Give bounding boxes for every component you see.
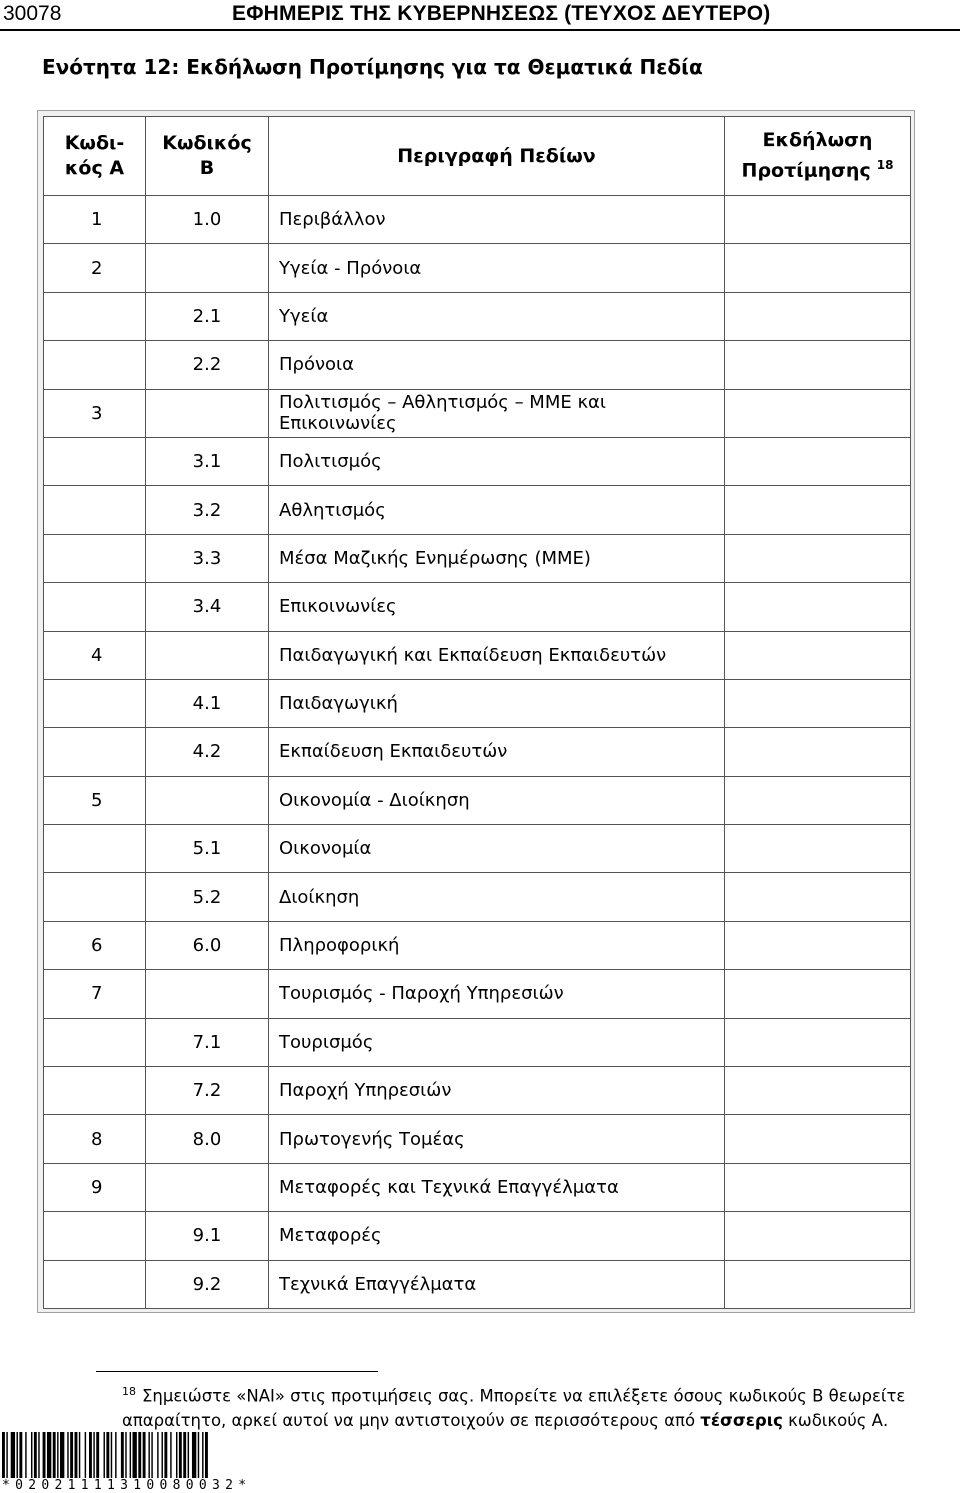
header-code-a: Κωδι- κός Α — [44, 117, 146, 196]
table-row — [44, 631, 911, 679]
preference-cell[interactable] — [725, 196, 911, 244]
code-b-cell: 6.0 — [146, 921, 269, 969]
table-row — [44, 292, 911, 340]
footnote-bold-text: τέσσερις — [700, 1410, 783, 1430]
description-cell: Μέσα Μαζικής Ενημέρωσης (ΜΜΕ) — [269, 534, 725, 582]
preference-cell[interactable] — [725, 679, 911, 727]
footnote-text-end: κωδικούς Α. — [782, 1410, 889, 1430]
code-b-cell: 4.2 — [146, 728, 269, 776]
preference-cell[interactable] — [725, 921, 911, 969]
description-cell: Πολιτισμός — [269, 437, 725, 485]
code-a-cell: 8 — [44, 1115, 146, 1163]
code-b-cell — [146, 776, 269, 824]
code-b-cell: 4.1 — [146, 679, 269, 727]
journal-title: ΕΦΗΜΕΡΙΣ ΤΗΣ ΚΥΒΕΡΝΗΣΕΩΣ (ΤΕΥΧΟΣ ΔΕΥΤΕΡΟ) — [232, 2, 771, 25]
description-cell: Διοίκηση — [269, 873, 725, 921]
code-a-cell — [44, 1018, 146, 1066]
description-cell: Πρωτογενής Τομέας — [269, 1115, 725, 1163]
code-a-cell — [44, 583, 146, 631]
code-a-cell — [44, 292, 146, 340]
table-row — [44, 1163, 911, 1211]
table-row — [44, 534, 911, 582]
preference-cell[interactable] — [725, 970, 911, 1018]
description-cell: Περιβάλλον — [269, 196, 725, 244]
preference-cell[interactable] — [725, 1067, 911, 1115]
preference-cell[interactable] — [725, 1212, 911, 1260]
description-cell: Μεταφορές — [269, 1212, 725, 1260]
code-b-cell — [146, 389, 269, 437]
table-header-row — [44, 117, 911, 196]
code-b-cell — [146, 244, 269, 292]
preference-cell[interactable] — [725, 486, 911, 534]
table-row — [44, 728, 911, 776]
description-cell: Πολιτισμός – Αθλητισμός – ΜΜΕ και Επικοινωνίες — [269, 389, 725, 437]
code-b-cell: 5.2 — [146, 873, 269, 921]
description-cell: Μεταφορές και Τεχνικά Επαγγέλματα — [269, 1163, 725, 1211]
table-row — [44, 1260, 911, 1308]
code-b-cell: 1.0 — [146, 196, 269, 244]
footnote-ref: 18 — [876, 158, 894, 173]
code-b-cell: 2.1 — [146, 292, 269, 340]
code-a-cell: 5 — [44, 776, 146, 824]
description-cell: Εκπαίδευση Εκπαιδευτών — [269, 728, 725, 776]
header-description: Περιγραφή Πεδίων — [269, 117, 725, 196]
table-row — [44, 437, 911, 485]
header-rule — [0, 29, 960, 31]
preference-cell[interactable] — [725, 341, 911, 389]
description-cell: Υγεία - Πρόνοια — [269, 244, 725, 292]
code-b-cell — [146, 631, 269, 679]
code-b-cell: 5.1 — [146, 825, 269, 873]
section-title: Ενότητα 12: Εκδήλωση Προτίμησης για τα Θεματικά Πεδία — [42, 55, 703, 79]
code-b-cell: 9.2 — [146, 1260, 269, 1308]
page-header — [0, 0, 960, 30]
table-row — [44, 1067, 911, 1115]
description-cell: Οικονομία - Διοίκηση — [269, 776, 725, 824]
code-b-cell: 3.3 — [146, 534, 269, 582]
table-row — [44, 583, 911, 631]
preference-cell[interactable] — [725, 583, 911, 631]
preference-cell[interactable] — [725, 825, 911, 873]
description-cell: Τουρισμός — [269, 1018, 725, 1066]
footnote-rule — [96, 1371, 378, 1372]
footnote-number: 18 — [122, 1385, 136, 1398]
table-row — [44, 341, 911, 389]
table-row — [44, 196, 911, 244]
barcode-icon — [2, 1432, 292, 1478]
code-b-cell: 9.1 — [146, 1212, 269, 1260]
code-a-cell — [44, 1067, 146, 1115]
table-row — [44, 1212, 911, 1260]
code-a-cell — [44, 341, 146, 389]
preference-cell[interactable] — [725, 1163, 911, 1211]
preference-cell[interactable] — [725, 873, 911, 921]
table-row — [44, 970, 911, 1018]
code-a-cell — [44, 728, 146, 776]
description-cell: Παροχή Υπηρεσιών — [269, 1067, 725, 1115]
preference-table-frame — [37, 110, 915, 1313]
preference-cell[interactable] — [725, 244, 911, 292]
code-a-cell: 2 — [44, 244, 146, 292]
preference-cell[interactable] — [725, 1260, 911, 1308]
header-code-b: Κωδικός Β — [146, 117, 269, 196]
code-a-cell — [44, 437, 146, 485]
table-row — [44, 486, 911, 534]
table-row — [44, 389, 911, 437]
description-cell: Οικονομία — [269, 825, 725, 873]
table-row — [44, 1115, 911, 1163]
table-row — [44, 776, 911, 824]
table-row — [44, 679, 911, 727]
header-preference: Εκδήλωση Προτίμησης $^{18}$ — [725, 117, 911, 196]
table-row — [44, 873, 911, 921]
code-a-cell: 6 — [44, 921, 146, 969]
table-row — [44, 825, 911, 873]
preference-cell[interactable] — [725, 631, 911, 679]
table-row — [44, 1018, 911, 1066]
code-a-cell: 7 — [44, 970, 146, 1018]
barcode-text: *02021111310080032* — [2, 1478, 252, 1493]
preference-cell[interactable] — [725, 776, 911, 824]
code-a-cell: 9 — [44, 1163, 146, 1211]
table-row — [44, 921, 911, 969]
code-a-cell: 1 — [44, 196, 146, 244]
code-a-cell — [44, 679, 146, 727]
code-b-cell: 7.2 — [146, 1067, 269, 1115]
preference-cell[interactable] — [725, 1018, 911, 1066]
code-b-cell: 3.2 — [146, 486, 269, 534]
code-b-cell: 8.0 — [146, 1115, 269, 1163]
table-row — [44, 244, 911, 292]
description-cell: Τεχνικά Επαγγέλματα — [269, 1260, 725, 1308]
description-cell: Τουρισμός - Παροχή Υπηρεσιών — [269, 970, 725, 1018]
preference-table — [43, 116, 911, 1309]
code-a-cell — [44, 873, 146, 921]
description-cell: Υγεία — [269, 292, 725, 340]
description-cell: Παιδαγωγική — [269, 679, 725, 727]
description-cell: Πληροφορική — [269, 921, 725, 969]
preference-cell[interactable] — [725, 292, 911, 340]
page-number: 30078 — [3, 2, 62, 25]
code-a-cell — [44, 1260, 146, 1308]
code-a-cell — [44, 486, 146, 534]
preference-cell[interactable] — [725, 389, 911, 437]
description-cell: Πρόνοια — [269, 341, 725, 389]
code-a-cell — [44, 825, 146, 873]
code-b-cell: 7.1 — [146, 1018, 269, 1066]
preference-cell[interactable] — [725, 728, 911, 776]
code-a-cell: 4 — [44, 631, 146, 679]
preference-cell[interactable] — [725, 437, 911, 485]
code-b-cell — [146, 1163, 269, 1211]
description-cell: Αθλητισμός — [269, 486, 725, 534]
code-b-cell: 3.4 — [146, 583, 269, 631]
preference-cell[interactable] — [725, 1115, 911, 1163]
code-a-cell — [44, 1212, 146, 1260]
footnote — [122, 1380, 912, 1433]
description-cell: Επικοινωνίες — [269, 583, 725, 631]
description-cell: Παιδαγωγική και Εκπαίδευση Εκπαιδευτών — [269, 631, 725, 679]
code-b-cell — [146, 970, 269, 1018]
code-b-cell: 2.2 — [146, 341, 269, 389]
code-a-cell: 3 — [44, 389, 146, 437]
code-b-cell: 3.1 — [146, 437, 269, 485]
footnote-text: Σημειώστε «ΝΑΙ» στις προτιμήσεις σας. Μπορείτε να επιλέξετε όσους κωδικούς Β θεωρείτε απαραίτητο, αρκεί αυτοί να μην αντιστοιχούν σε περισσότερους από — [122, 1386, 906, 1430]
preference-cell[interactable] — [725, 534, 911, 582]
code-a-cell — [44, 534, 146, 582]
